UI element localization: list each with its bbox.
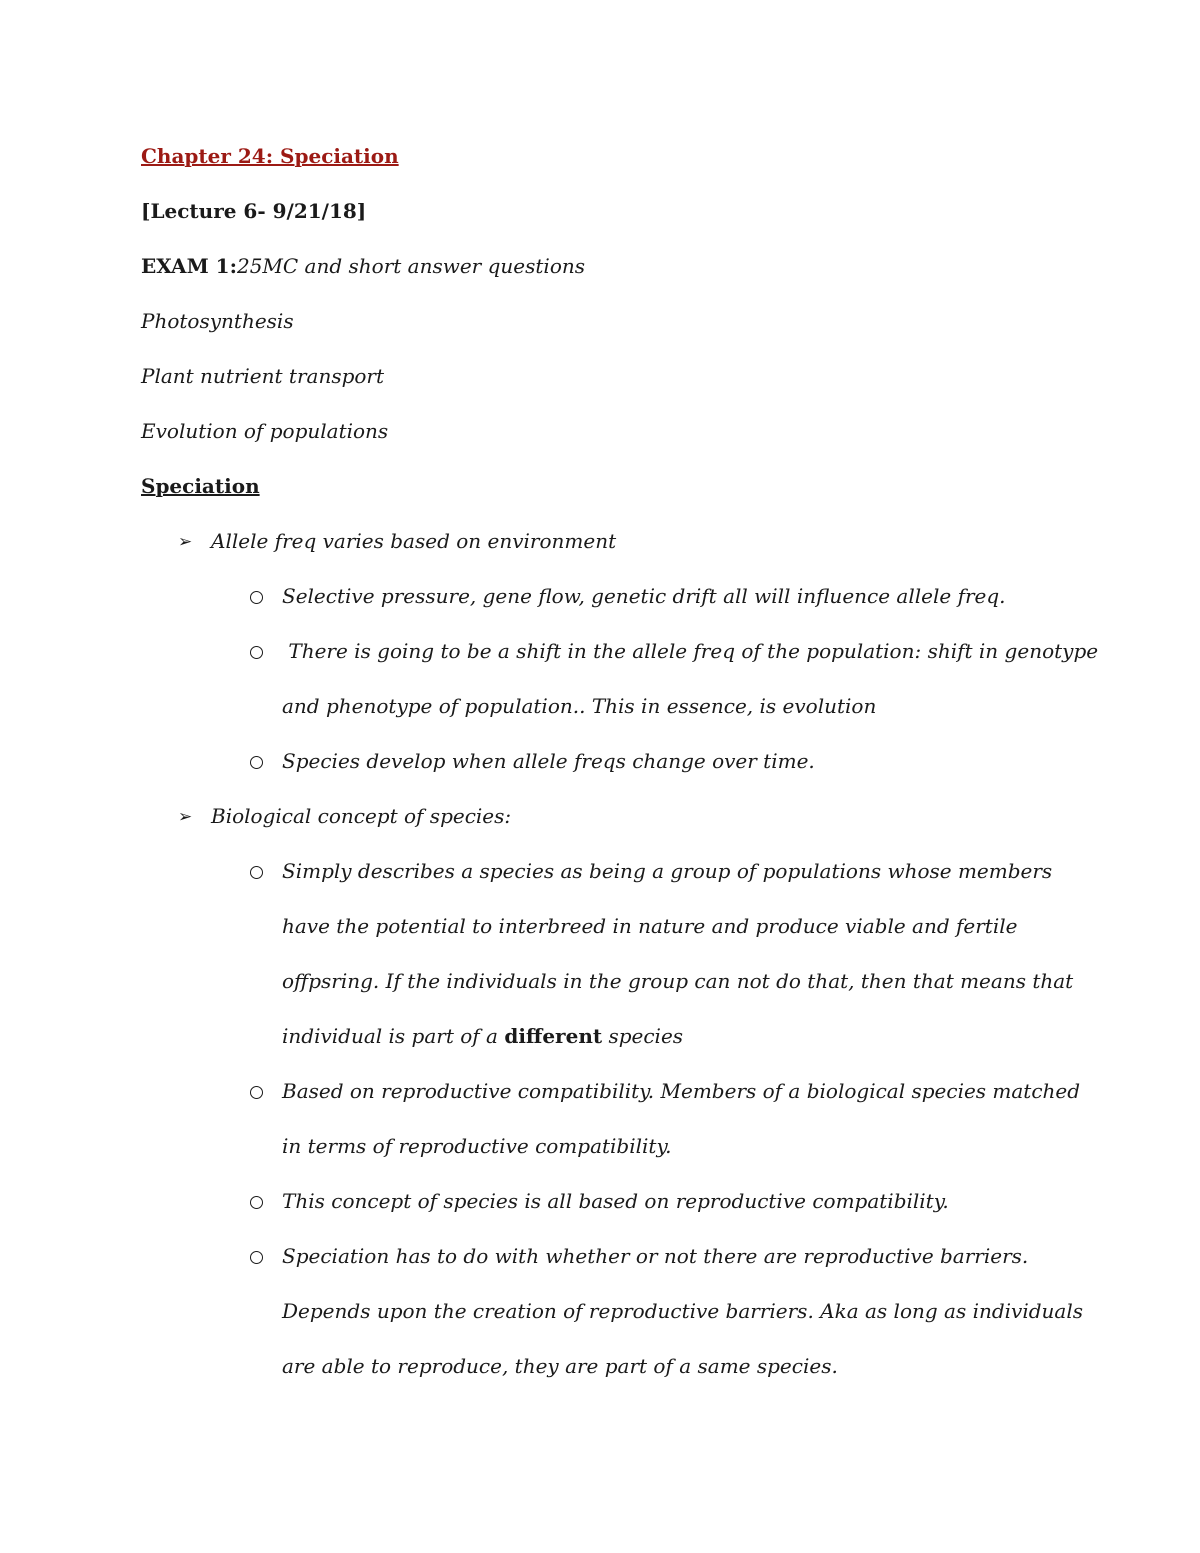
circle-bullet-icon [250,646,263,659]
sub-bullet-text-cont [282,1022,683,1050]
circle-bullet-icon [250,1196,263,1209]
chapter-title: Chapter 24: Speciation [141,144,399,168]
exam-line [141,252,585,280]
circle-bullet-icon [250,591,263,604]
sub-bullet-text: Based on reproductive compatibility. Members of a biological species matched [282,1079,1081,1103]
sub-bullet-text: Selective pressure, gene flow, genetic drift all will influence allele freq. [282,584,1006,608]
emphasis-text: different [504,1024,603,1048]
sub-bullet-text: Species develop when allele freqs change over time. [282,749,815,773]
circle-bullet-icon [250,866,263,879]
text-run: individual is part of a [282,1024,505,1048]
bullet-text: Allele freq varies based on environment [211,529,617,553]
section-heading: Speciation [141,474,260,498]
circle-bullet-icon [250,756,263,769]
bullet-text: Biological concept of species: [211,804,512,828]
sub-bullet-text-cont: have the potential to interbreed in nature and produce viable and fertile [282,914,1018,938]
exam-text: 25MC and short answer questions [236,254,586,278]
lecture-label: [Lecture 6- 9/21/18] [141,199,367,223]
arrow-bullet-icon: ➢ [178,807,193,827]
circle-bullet-icon [250,1086,263,1099]
sub-bullet-text-cont: and phenotype of population.. This in essence, is evolution [282,694,877,718]
sub-bullet-text: This concept of species is all based on reproductive compatibility. [282,1189,949,1213]
arrow-bullet-icon: ➢ [178,532,193,552]
sub-bullet-text: Simply describes a species as being a group of populations whose members [282,859,1053,883]
sub-bullet-text-cont: Depends upon the creation of reproductive barriers. Aka as long as individuals [282,1299,1084,1323]
topic-item: Plant nutrient transport [141,364,385,388]
topic-item: Evolution of populations [141,419,389,443]
sub-bullet-text: There is going to be a shift in the allele freq of the population: shift in genotype [282,639,1099,663]
exam-label: EXAM 1: [141,254,237,278]
sub-bullet-text-cont: in terms of reproductive compatibility. [282,1134,672,1158]
topic-item: Photosynthesis [141,309,294,333]
sub-bullet-text-cont: are able to reproduce, they are part of a same species. [282,1354,838,1378]
sub-bullet-text-cont: offpsring. If the individuals in the group can not do that, then that means that [282,969,1074,993]
circle-bullet-icon [250,1251,263,1264]
text-run: species [602,1024,684,1048]
sub-bullet-text: Speciation has to do with whether or not there are reproductive barriers. [282,1244,1029,1268]
